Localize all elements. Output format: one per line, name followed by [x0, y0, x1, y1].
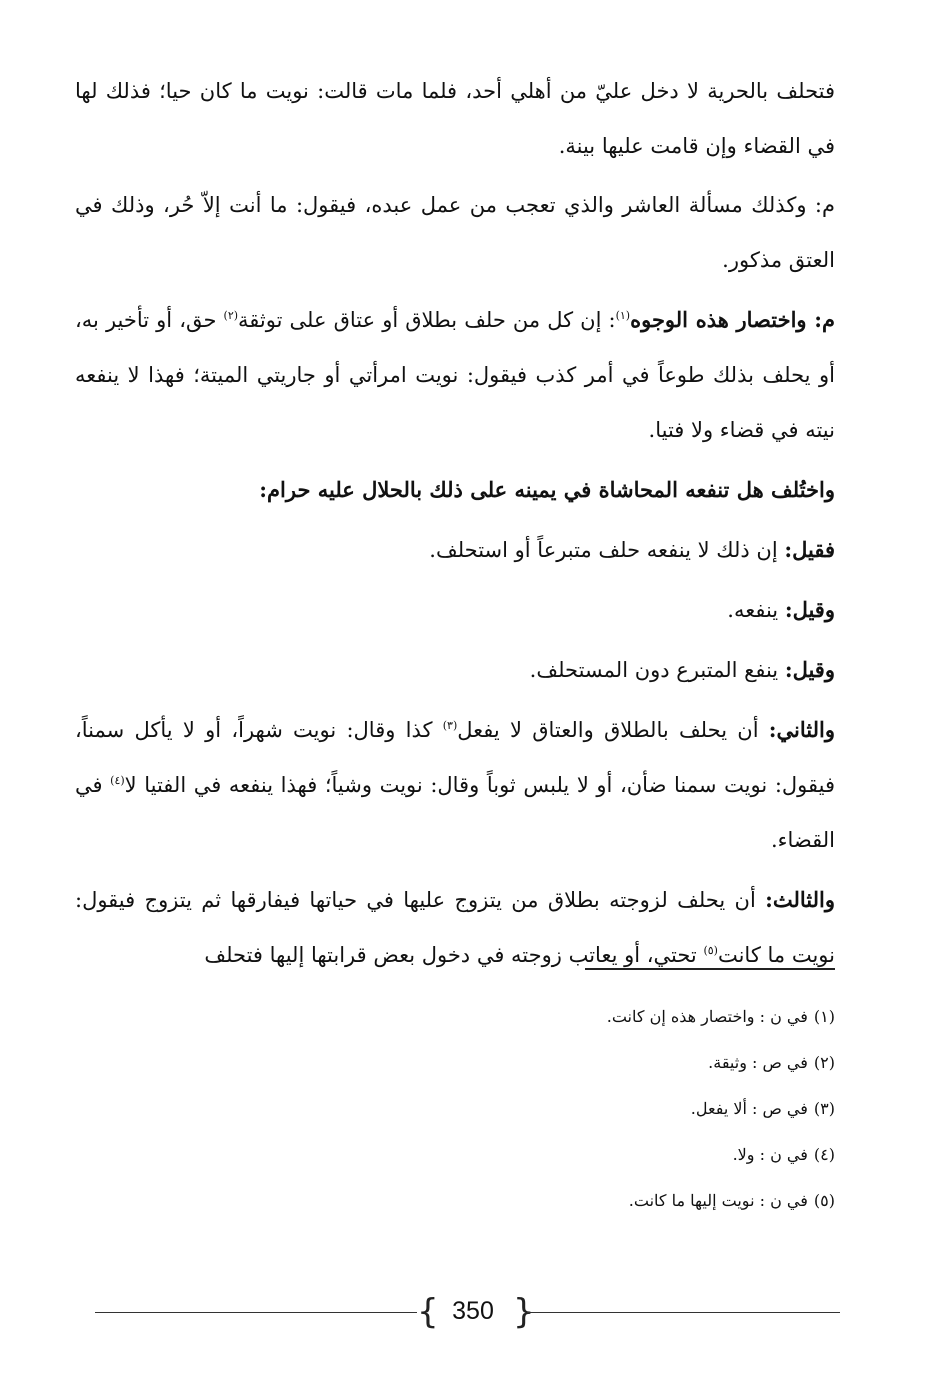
- footnote-ref-2: (٢): [223, 309, 239, 322]
- footnote-ref-3: (٣): [442, 719, 458, 732]
- paragraph-7-bold: وقيل:: [784, 657, 835, 682]
- paragraph-7-text: ينفع المتبرع دون المستحلف.: [529, 658, 785, 682]
- paragraph-2-text: م: وكذلك مسألة العاشر والذي تعجب من عمل عبده، فيقول: ما أنت إلاّ حُر، وذلك في العتق مذكور.: [75, 193, 835, 272]
- paragraph-8-text: أن يحلف بالطلاق والعتاق لا يفعل: [457, 718, 769, 742]
- paragraph-2: [75, 178, 835, 288]
- footnote-1: [75, 994, 835, 1040]
- paragraph-9-rest: تحتي، أو يعاتب زوجته في دخول بعض قرابتها إليها فتحلف: [204, 943, 704, 967]
- paragraph-4: [75, 462, 835, 518]
- paragraph-8: [75, 702, 835, 868]
- paragraph-5: [75, 522, 835, 578]
- paragraph-3: [75, 292, 835, 458]
- paragraph-9: [75, 872, 835, 983]
- paragraph-7: [75, 642, 835, 698]
- footnote-4: [75, 1132, 835, 1178]
- paragraph-1: [75, 64, 835, 174]
- footnote-2: [75, 1040, 835, 1086]
- footnote-4-num: (٤): [813, 1145, 835, 1164]
- footnote-3-text: في ص : ألا يفعل.: [690, 1099, 808, 1118]
- footnote-3: [75, 1086, 835, 1132]
- footnote-1-num: (١): [813, 1007, 835, 1026]
- paragraph-5-text: إن ذلك لا ينفعه حلف متبرعاً أو استحلف.: [429, 538, 785, 562]
- open-bracket-icon: {: [417, 1292, 439, 1332]
- footnote-5-text: في ن : نويت إليها ما كانت.: [628, 1191, 808, 1210]
- main-text: [75, 64, 835, 987]
- footer-rule-left: [95, 1312, 417, 1313]
- footnote-ref-1: (١): [615, 309, 631, 322]
- footnotes: [75, 994, 835, 1224]
- footnote-5-num: (٥): [813, 1191, 835, 1210]
- paragraph-3-rest: حق، أو تأخير به، أو يحلف بذلك طوعاً في أمر كذب فيقول: نويت امرأتي أو جاريتي الميتة؛ فهذا لا ينفعه نيته في قضاء ولا فتيا.: [75, 308, 835, 442]
- footnote-separator: [585, 968, 835, 970]
- paragraph-5-bold: فقيل:: [784, 537, 835, 562]
- footnote-2-num: (٢): [813, 1053, 835, 1072]
- paragraph-3-mid: : إن كل من حلف بطلاق أو عتاق على توثقة: [238, 308, 616, 332]
- footer-rule-right: [527, 1312, 840, 1313]
- footnote-1-text: في ن : واختصار هذه إن كانت.: [606, 1007, 808, 1026]
- paragraph-4-bold: واختُلف هل تنفعه المحاشاة في يمينه على ذلك بالحلال عليه حرام:: [259, 477, 835, 502]
- page-number: 350: [452, 1297, 494, 1325]
- paragraph-1-text: فتحلف بالحرية لا دخل عليّ من أهلي أحد، فلما مات قالت: نويت ما كان حيا؛ فذلك لها في القضاء وإن قامت عليها بينة.: [75, 79, 835, 158]
- paragraph-8-bold: والثاني:: [768, 717, 836, 742]
- paragraph-3-lead: م: واختصار هذه الوجوه: [630, 307, 835, 332]
- footnote-ref-4: (٤): [110, 774, 125, 787]
- paragraph-8-rest-b: في القضاء.: [75, 773, 835, 852]
- footnote-4-text: في ن : ولا.: [732, 1145, 808, 1164]
- footnote-5: [75, 1178, 835, 1224]
- paragraph-6: [75, 582, 835, 638]
- paragraph-9-text: أن يحلف لزوجته بطلاق من يتزوج عليها في حياتها فيفارقها ثم يتزوج فيقول: نويت ما كانت: [75, 888, 835, 967]
- footnote-3-num: (٣): [813, 1099, 835, 1118]
- close-bracket-icon: }: [513, 1292, 535, 1332]
- footnote-ref-5: (٥): [703, 944, 718, 957]
- footnote-2-text: في ص : وثيقة.: [708, 1053, 808, 1072]
- paragraph-6-text: ينفعه.: [727, 598, 785, 622]
- paragraph-8-rest: كذا وقال: نويت شهراً، أو لا يأكل سمناً، فيقول: نويت سمنا ضأن، أو لا يلبس ثوباً وقال: نويت وشياً؛ فهذا ينفعه في الفتيا لا: [75, 718, 835, 797]
- paragraph-9-bold: والثالث:: [765, 887, 835, 912]
- page-footer: [95, 1290, 840, 1336]
- paragraph-6-bold: وقيل:: [784, 597, 835, 622]
